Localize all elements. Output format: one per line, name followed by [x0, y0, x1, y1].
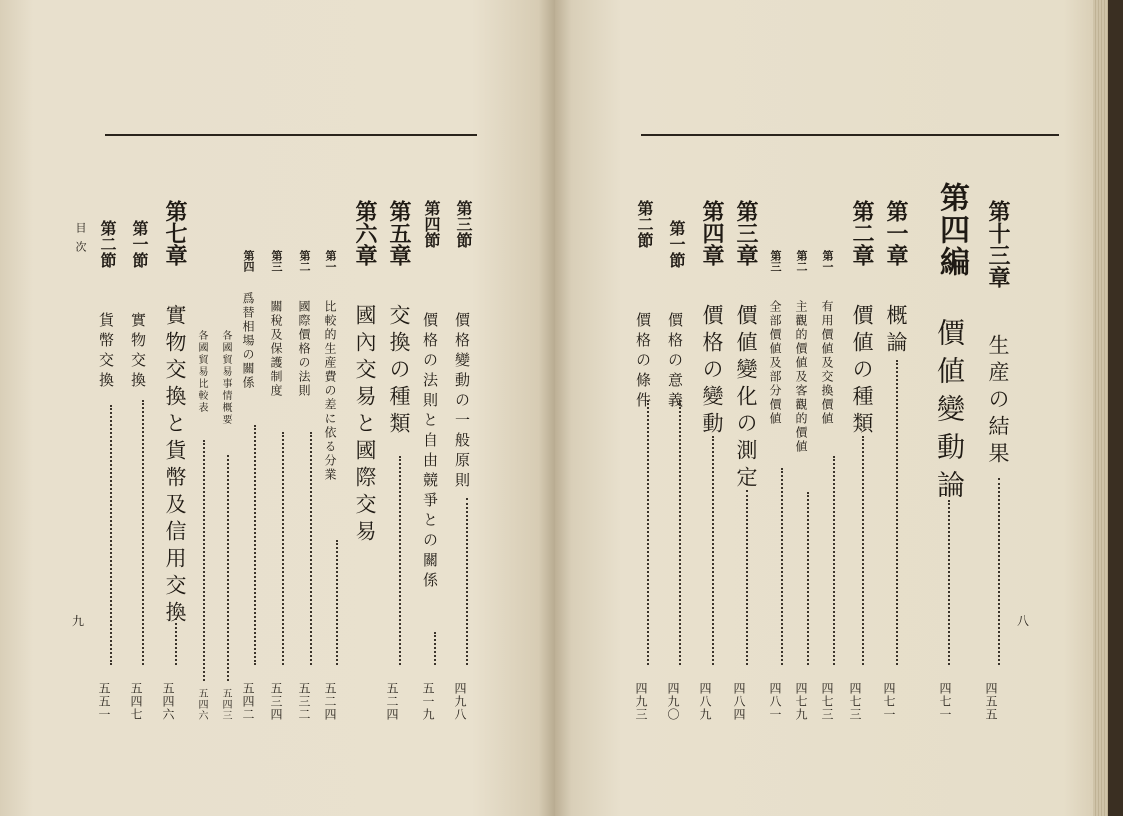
dot-leader — [110, 405, 112, 665]
entry-page: 四七一 — [882, 682, 896, 721]
entry-title: 價値の種類 — [850, 304, 874, 439]
toc-entry — [384, 200, 414, 721]
entry-page: 五四二 — [241, 682, 255, 721]
entry-page: 五三二 — [297, 682, 311, 721]
entry-title: 爲替相場の關係 — [241, 292, 255, 390]
entry-page: 四九〇 — [666, 682, 680, 721]
dot-leader — [746, 490, 748, 665]
entry-page: 四七三 — [820, 682, 834, 721]
dot-leader — [896, 360, 898, 665]
entry-title: 國內交易と國際交易 — [353, 304, 377, 547]
toc-entry — [767, 200, 797, 721]
entry-title: 生産の結果 — [986, 334, 1010, 469]
entry-title: 各國貿易比較表 — [196, 330, 207, 414]
toc-entry — [240, 200, 270, 721]
toc-entry — [633, 200, 663, 721]
entry-label: 第四章 — [699, 200, 725, 266]
toc-entry — [268, 200, 298, 721]
toc-entry — [847, 200, 877, 721]
folio: 九 — [72, 614, 85, 628]
toc-entry — [194, 200, 214, 721]
entry-label: 第一 — [324, 250, 337, 272]
dot-leader — [781, 468, 783, 665]
toc-entry — [420, 200, 450, 721]
entry-label: 第三節 — [454, 200, 473, 248]
toc-entry — [160, 200, 190, 721]
entry-title: 價格の意義 — [666, 312, 684, 412]
entry-label: 第一 — [821, 250, 834, 272]
dot-leader — [833, 456, 835, 665]
entry-label: 第六章 — [352, 200, 378, 266]
entry-page: 五五一 — [97, 682, 111, 721]
entry-page: 四七一 — [938, 682, 952, 721]
left-page — [0, 0, 555, 816]
entry-title: 實物交換 — [129, 312, 147, 392]
entry-title: 價格の變動 — [700, 304, 724, 439]
folio: 八 — [1017, 614, 1030, 628]
dot-leader — [998, 478, 1000, 665]
toc-entry — [793, 200, 823, 721]
dot-leader — [434, 632, 436, 665]
dot-leader — [712, 436, 714, 665]
page-block-edge — [1093, 0, 1108, 816]
toc-entry — [350, 200, 380, 721]
entry-label: 第十三章 — [985, 200, 1011, 288]
toc-entry — [296, 200, 326, 721]
entry-page: 五四三 — [220, 688, 231, 721]
entry-page: 四七九 — [794, 682, 808, 721]
dot-leader — [203, 440, 205, 681]
toc-entry — [96, 200, 126, 721]
right-page — [555, 0, 1108, 816]
dot-leader — [282, 432, 284, 665]
toc-entry — [322, 200, 352, 721]
entry-page: 五二四 — [323, 682, 337, 721]
entry-title: 價値變動論 — [933, 318, 966, 508]
entry-page: 五四六 — [161, 682, 175, 721]
toc-entry — [665, 200, 695, 721]
entry-label: 第二 — [795, 250, 808, 272]
toc-entry — [983, 200, 1013, 721]
entry-label: 第四編 — [934, 182, 969, 278]
top-rule — [105, 134, 477, 136]
dot-leader — [466, 498, 468, 665]
entry-title: 關稅及保護制度 — [269, 300, 283, 398]
dot-leader — [175, 618, 177, 665]
entry-label: 第三 — [769, 250, 782, 272]
entry-page: 四八九 — [698, 682, 712, 721]
dot-leader — [254, 425, 256, 665]
entry-label: 第二節 — [98, 220, 117, 268]
entry-title: 交換の種類 — [387, 304, 411, 439]
entry-page: 四八一 — [768, 682, 782, 721]
entry-label: 第一節 — [130, 220, 149, 268]
entry-page: 五一九 — [421, 682, 435, 721]
toc-entry — [128, 200, 158, 721]
entry-page: 四五五 — [984, 682, 998, 721]
entry-title: 貨幣交換 — [97, 312, 115, 392]
dot-leader — [399, 456, 401, 665]
entry-title: 全部價値及部分價値 — [768, 300, 782, 426]
toc-entry — [218, 200, 238, 721]
entry-title: 概論 — [884, 304, 908, 358]
dot-leader — [227, 455, 229, 681]
toc-entry — [452, 200, 482, 721]
entry-label: 第二 — [298, 250, 311, 272]
entry-title: 比較的生産費の差に依る分業 — [323, 300, 337, 482]
entry-page: 五二四 — [385, 682, 399, 721]
entry-page: 四九八 — [453, 682, 467, 721]
entry-title: 各國貿易事情概要 — [220, 330, 231, 426]
entry-label: 第三 — [270, 250, 283, 272]
dot-leader — [647, 400, 649, 665]
entry-page: 五三四 — [269, 682, 283, 721]
entry-label: 第七章 — [162, 200, 188, 266]
entry-label: 第二節 — [635, 200, 654, 248]
entry-label: 第五章 — [386, 200, 412, 266]
entry-page: 四七三 — [848, 682, 862, 721]
entry-label: 第三章 — [733, 200, 759, 266]
entry-title: 有用價値及交換價値 — [820, 300, 834, 426]
dot-leader — [310, 432, 312, 665]
toc-entry — [819, 200, 849, 721]
top-rule — [641, 134, 1059, 136]
toc-entry — [731, 200, 761, 721]
dot-leader — [142, 400, 144, 665]
entry-page: 四九三 — [634, 682, 648, 721]
dot-leader — [948, 500, 950, 665]
entry-page: 五四六 — [196, 688, 207, 721]
entry-label: 第二章 — [849, 200, 875, 266]
entry-page: 五四七 — [129, 682, 143, 721]
dot-leader — [862, 436, 864, 665]
entry-title: 主觀的價値及客觀的價値 — [794, 300, 808, 454]
dot-leader — [807, 492, 809, 665]
entry-title: 價格の條件 — [634, 312, 652, 412]
dot-leader — [336, 540, 338, 665]
entry-title: 實物交換と貨幣及信用交換 — [163, 304, 187, 628]
toc-entry — [881, 200, 911, 721]
toc-entry — [929, 182, 969, 721]
entry-title: 價値變化の測定 — [734, 304, 758, 493]
running-head: 目次 — [74, 222, 87, 260]
entry-title: 價格の法則と自由競爭との關係 — [421, 312, 439, 592]
entry-label: 第一節 — [667, 220, 686, 268]
entry-label: 第一章 — [883, 200, 909, 266]
toc-entry — [697, 200, 727, 721]
entry-title: 價格變動の一般原則 — [453, 312, 471, 492]
dot-leader — [679, 400, 681, 665]
entry-label: 第四節 — [422, 200, 441, 248]
entry-title: 國際價格の法則 — [297, 300, 311, 398]
entry-label: 第四 — [242, 250, 255, 272]
entry-page: 四八四 — [732, 682, 746, 721]
